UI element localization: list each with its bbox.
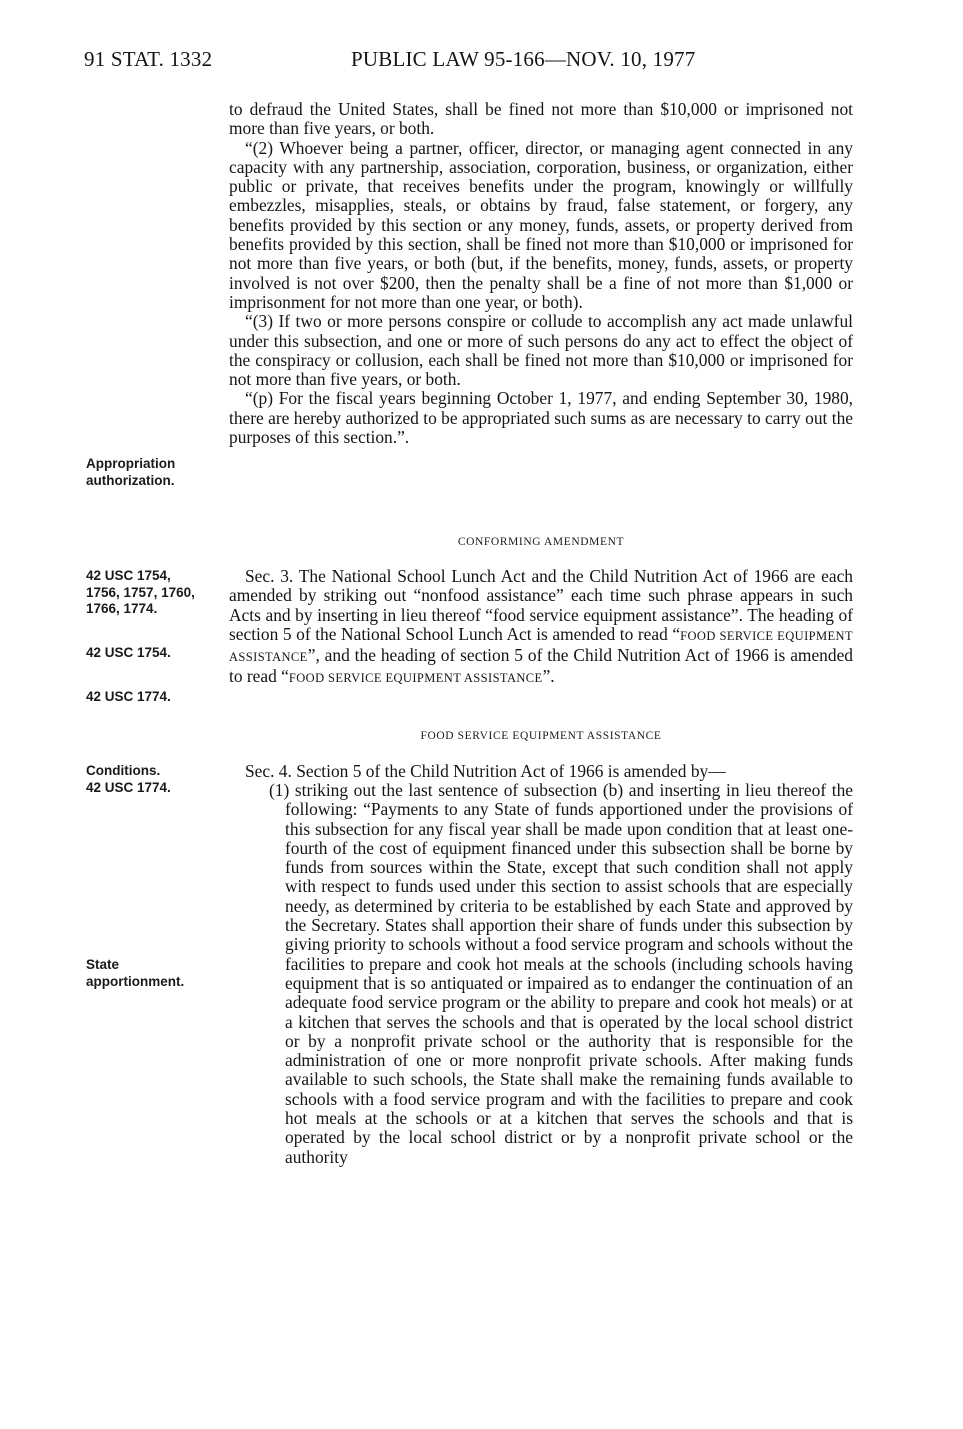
statute-page-number: 91 STAT. 1332: [84, 47, 213, 71]
margin-note-usc-1754: 42 USC 1754.: [86, 645, 171, 660]
margin-note-conditions: Conditions.: [86, 763, 161, 778]
conforming-amendment-text: [229, 567, 853, 689]
penalties-section: [229, 100, 853, 447]
conforming-text-part-1: Sec. 3. The National School Lunch Act and the Child Nutrition Act of 1966 are each amended by striking out “nonfood assistance” each time such phrase appears in such Acts and by inserting in lieu thereof “food service equipment assistance”. The heading of section 5 of the National School Lunch Act is amended to read “: [229, 566, 853, 644]
conforming-text-part-2: ”, and the heading of section 5 of the Child Nutrition Act of 1966 is amended to read “: [229, 645, 853, 687]
paragraph-p: “(p) For the fiscal years beginning October 1, 1977, and ending September 30, 1980, there are hereby authorized to be appropriated such sums as are necessary to carry out the purposes of this section.”.: [229, 388, 853, 448]
margin-note-usc-1774: 42 USC 1774.: [86, 689, 171, 704]
small-caps-heading-1: FOOD SERVICE EQUIPMENT ASSISTANCE: [229, 628, 854, 665]
equipment-intro: [229, 762, 853, 781]
margin-note-appropriation: Appropriation authorization.: [86, 456, 176, 488]
margin-note-usc-1774-b: 42 USC 1774.: [86, 780, 171, 795]
conforming-text-part-3: ”.: [542, 666, 555, 687]
paragraph-continuation: to defraud the United States, shall be fined not more than $10,000 or imprisoned not more than five years, or both.: [229, 99, 853, 139]
section-heading-equipment: FOOD SERVICE EQUIPMENT ASSISTANCE: [420, 730, 662, 742]
running-head: PUBLIC LAW 95-166—NOV. 10, 1977: [351, 47, 696, 71]
list-item-1: (1) striking out the last sentence of subsection (b) and inserting in lieu thereof the following: “Payments to any State of funds apportioned under the provisions of this subsection for any fiscal year shall be made upon condition that at least one-fourth of the cost of equipment financed under this subsection shall be borne by funds from sources within the State, except that such condition shall not apply with respect to funds used under this section to assist schools that are especially needy, as determined by criteria to be established by each State and approved by the Secretary. States shall apportion their share of funds under this subsection by giving priority to schools without a food service program and schools without the facilities to prepare and cook hot meals at the schools (including schools having equipment that is so antiquated or impaired as to endanger the continuation of an adequate food service program or the ability to prepare and cook hot meals) or at a kitchen that serves the schools and that is operated by the local school district or by a nonprofit private school or the authority that is responsible for the administration of one or more nonprofit private schools. After making funds available to such schools, the State shall make the remaining funds available to schools with a food service program and with the facilities to prepare and cook hot meals at the schools or at a kitchen that serves the schools and that is operated by the local school district or by a nonprofit private school or the authority: [269, 780, 853, 1167]
section-heading-conforming: CONFORMING AMENDMENT: [457, 536, 625, 548]
equipment-amendment-list: [269, 781, 853, 1167]
margin-note-state-apportionment: State apportionment.: [86, 957, 185, 989]
paragraph-2: “(2) Whoever being a partner, officer, director, or managing agent connected in any capacity with any partnership, association, corporation, business, or organization, either public or private, that receives benefits under the program, knowingly or willfully embezzles, misapplies, steals, or obtains by fraud, false statement, or forgery, any benefits provided by this section or any money, funds, assets, or property derived from benefits provided by this section, shall be fined not more than $10,000 or imprisoned for not more than five years, or both (but, if the benefits, money, funds, assets, or property involved is not over $200, then the penalty shall be a fine of not more than $1,000 or imprisonment for not more than one year, or both).: [229, 137, 853, 312]
section-4-intro: Sec. 4. Section 5 of the Child Nutrition Act of 1966 is amended by—: [245, 761, 726, 781]
margin-note-usc-list: 42 USC 1754, 1756, 1757, 1760, 1766, 1774.: [86, 568, 195, 616]
small-caps-heading-2: FOOD SERVICE EQUIPMENT ASSISTANCE: [288, 671, 543, 686]
paragraph-3: “(3) If two or more persons conspire or collude to accomplish any act made unlawful under this subsection, and one or more of such persons do any act to effect the object of the conspiracy or collusion, each shall be fined not more than $10,000 or imprisoned for not more than five years, or both.: [229, 311, 853, 390]
